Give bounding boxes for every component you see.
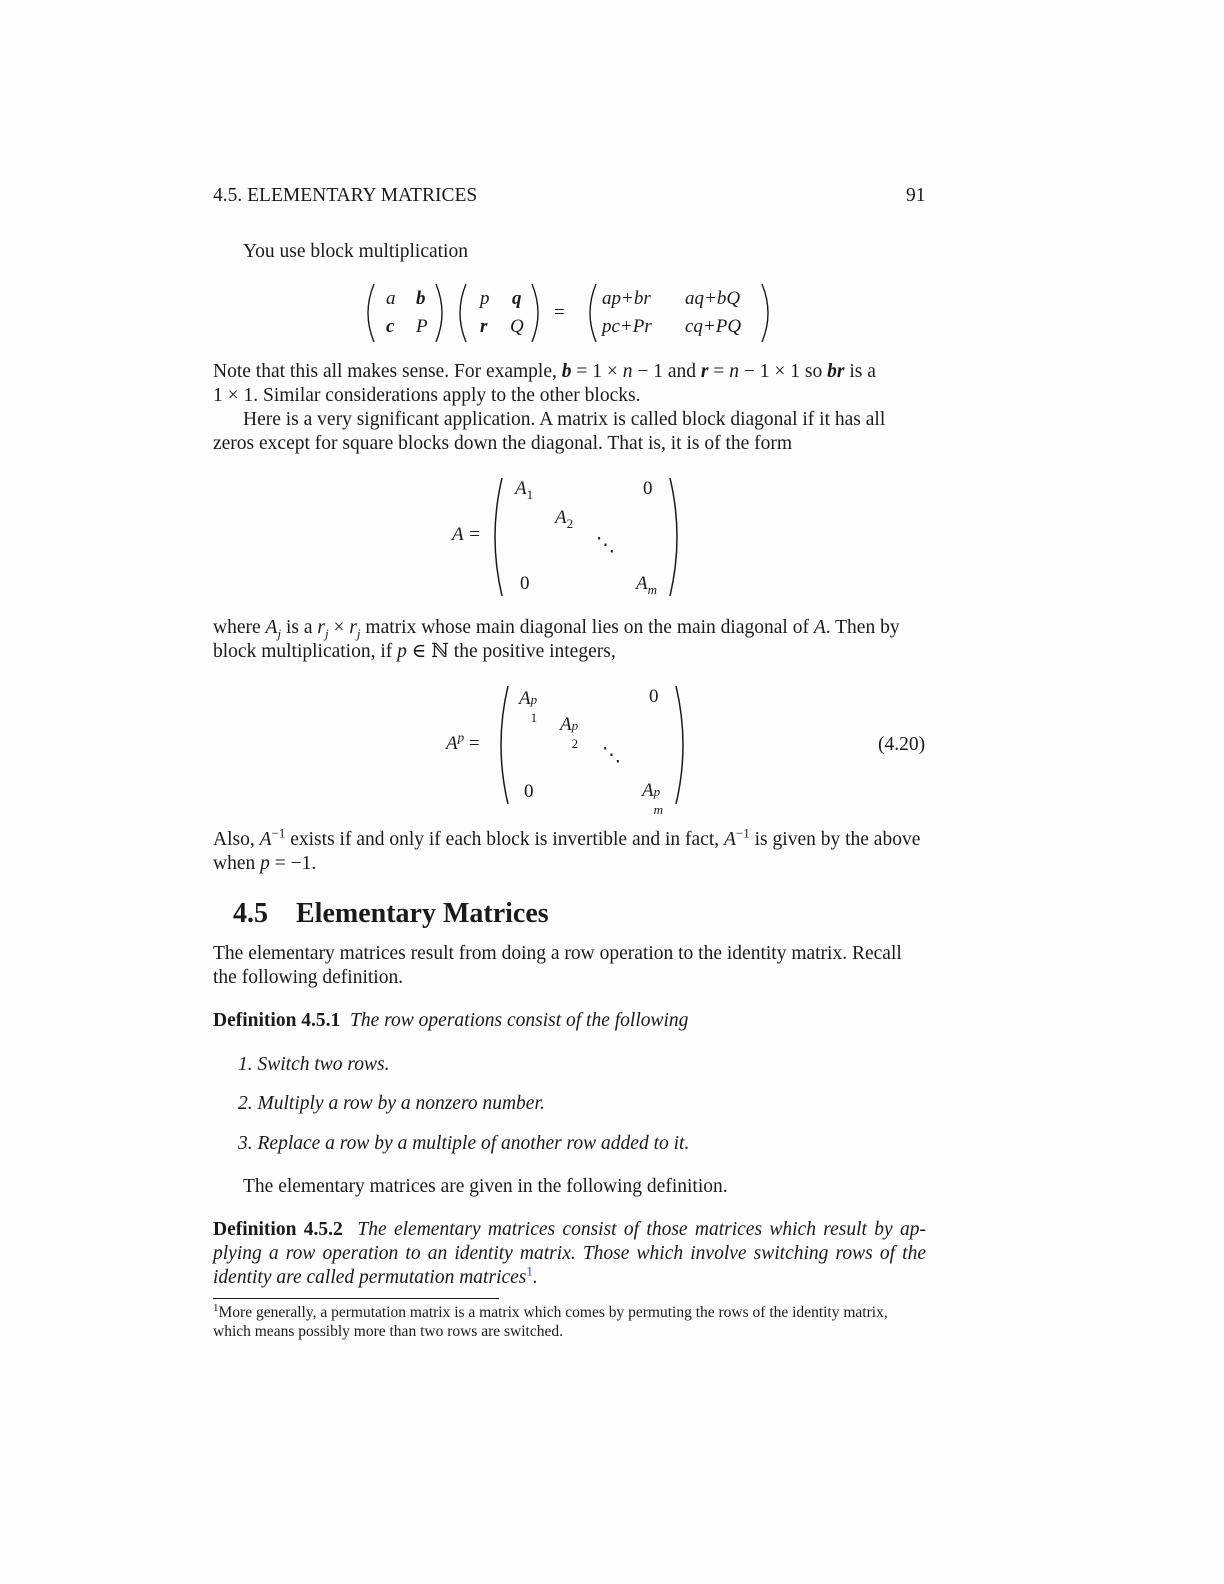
list-item: 1. Switch two rows. bbox=[238, 1054, 390, 1075]
section-heading: 4.5 Elementary Matrices bbox=[233, 898, 549, 929]
m1-b: b bbox=[416, 288, 426, 309]
list-item: 3. Replace a row by a multiple of another row added to it. bbox=[238, 1133, 690, 1154]
result-22: cq+PQ bbox=[685, 316, 742, 337]
footnote: $^1$More generally, a permutation matrix is a matrix which comes by permuting the rows of the identity matrix, which means possibly more than two rows are switched. bbox=[213, 1301, 888, 1340]
equation-number: (4.20) bbox=[878, 734, 926, 755]
block-am-power: A p m bbox=[642, 780, 663, 817]
block-diagonal-equation bbox=[448, 474, 698, 600]
m2-q: q bbox=[512, 288, 522, 309]
paragraph-elementary: The elementary matrices result from doing a row operation to the identity matrix. Recall the following definition. bbox=[213, 943, 902, 988]
paragraph-note: Note that this all makes sense. For example, b = 1 × n − 1 and r = n − 1 × 1 so br is a 1 × 1. Similar considerations apply to the other blocks. Here is a very significant application. A matrix is called block diagonal if it has all zeros except for square blocks down the diagonal. That is, it is of the form bbox=[213, 361, 886, 454]
m1-a: a bbox=[386, 288, 396, 309]
zero-bottom-left: 0 bbox=[524, 781, 534, 802]
result-12: aq+bQ bbox=[685, 288, 741, 309]
paragraph-where: where $A_j$ is a $r_j \times r_j$ matrix whose main diagonal lies on the main diagonal of A. Then by block multiplication, if p ∈ ℕ the positive integers, bbox=[213, 617, 900, 662]
definition-4-5-2: Definition 4.5.2 The elementary matrices consist of those matrices which result by ap- plying a row operation to an identity matrix. Those which involve switching rows of the identity are called permutation matrices$^1$. bbox=[213, 1219, 927, 1288]
result-21: pc+Pr bbox=[602, 316, 652, 337]
zero-bottom-left: 0 bbox=[520, 573, 530, 594]
list-item: 2. Multiply a row by a nonzero number. bbox=[238, 1093, 545, 1114]
zero-top-right: 0 bbox=[649, 686, 659, 707]
block-a1: $A_1$ bbox=[515, 478, 534, 502]
paragraph-following: The elementary matrices are given in the following definition. bbox=[243, 1176, 728, 1197]
block-am: $A_m$ bbox=[636, 573, 657, 597]
definition-4-5-1 bbox=[213, 1009, 926, 1033]
block-a2-power: A p 2 bbox=[560, 714, 579, 751]
paragraph-inverse: Also, $A^{-1}$ exists if and only if each block is invertible and in fact, $A^{-1}$ is given by the above when p = −1. bbox=[213, 825, 921, 874]
m2-p: p bbox=[480, 288, 490, 309]
block-a2: $A_2$ bbox=[555, 507, 574, 531]
diagonal-dots: ⋱ bbox=[596, 535, 615, 556]
m1-c: c bbox=[386, 316, 395, 337]
m2-Q: Q bbox=[510, 316, 524, 337]
block-power-equation bbox=[444, 682, 704, 817]
eq2-lhs: A = bbox=[452, 524, 481, 545]
block-multiplication-equation bbox=[360, 280, 790, 346]
block-a1-power: A p 1 bbox=[519, 688, 538, 725]
page-number: 91 bbox=[906, 185, 926, 206]
intro-text: You use block multiplication bbox=[243, 241, 468, 262]
m2-r: r bbox=[480, 316, 488, 337]
m1-P: P bbox=[416, 316, 428, 337]
diagonal-dots: ⋱ bbox=[602, 745, 621, 766]
eq3-lhs: $A^p$ = bbox=[446, 729, 480, 754]
result-11: ap+br bbox=[602, 288, 651, 309]
equals-sign: = bbox=[554, 302, 565, 323]
zero-top-right: 0 bbox=[643, 478, 653, 499]
footnote-rule bbox=[213, 1298, 499, 1299]
footnote-reference[interactable]: 1 bbox=[526, 1263, 533, 1279]
definition-label: Definition 4.5.1 bbox=[213, 1010, 341, 1031]
definition-text: The row operations consist of the following bbox=[350, 1010, 689, 1031]
running-title: 4.5. ELEMENTARY MATRICES bbox=[213, 185, 478, 206]
